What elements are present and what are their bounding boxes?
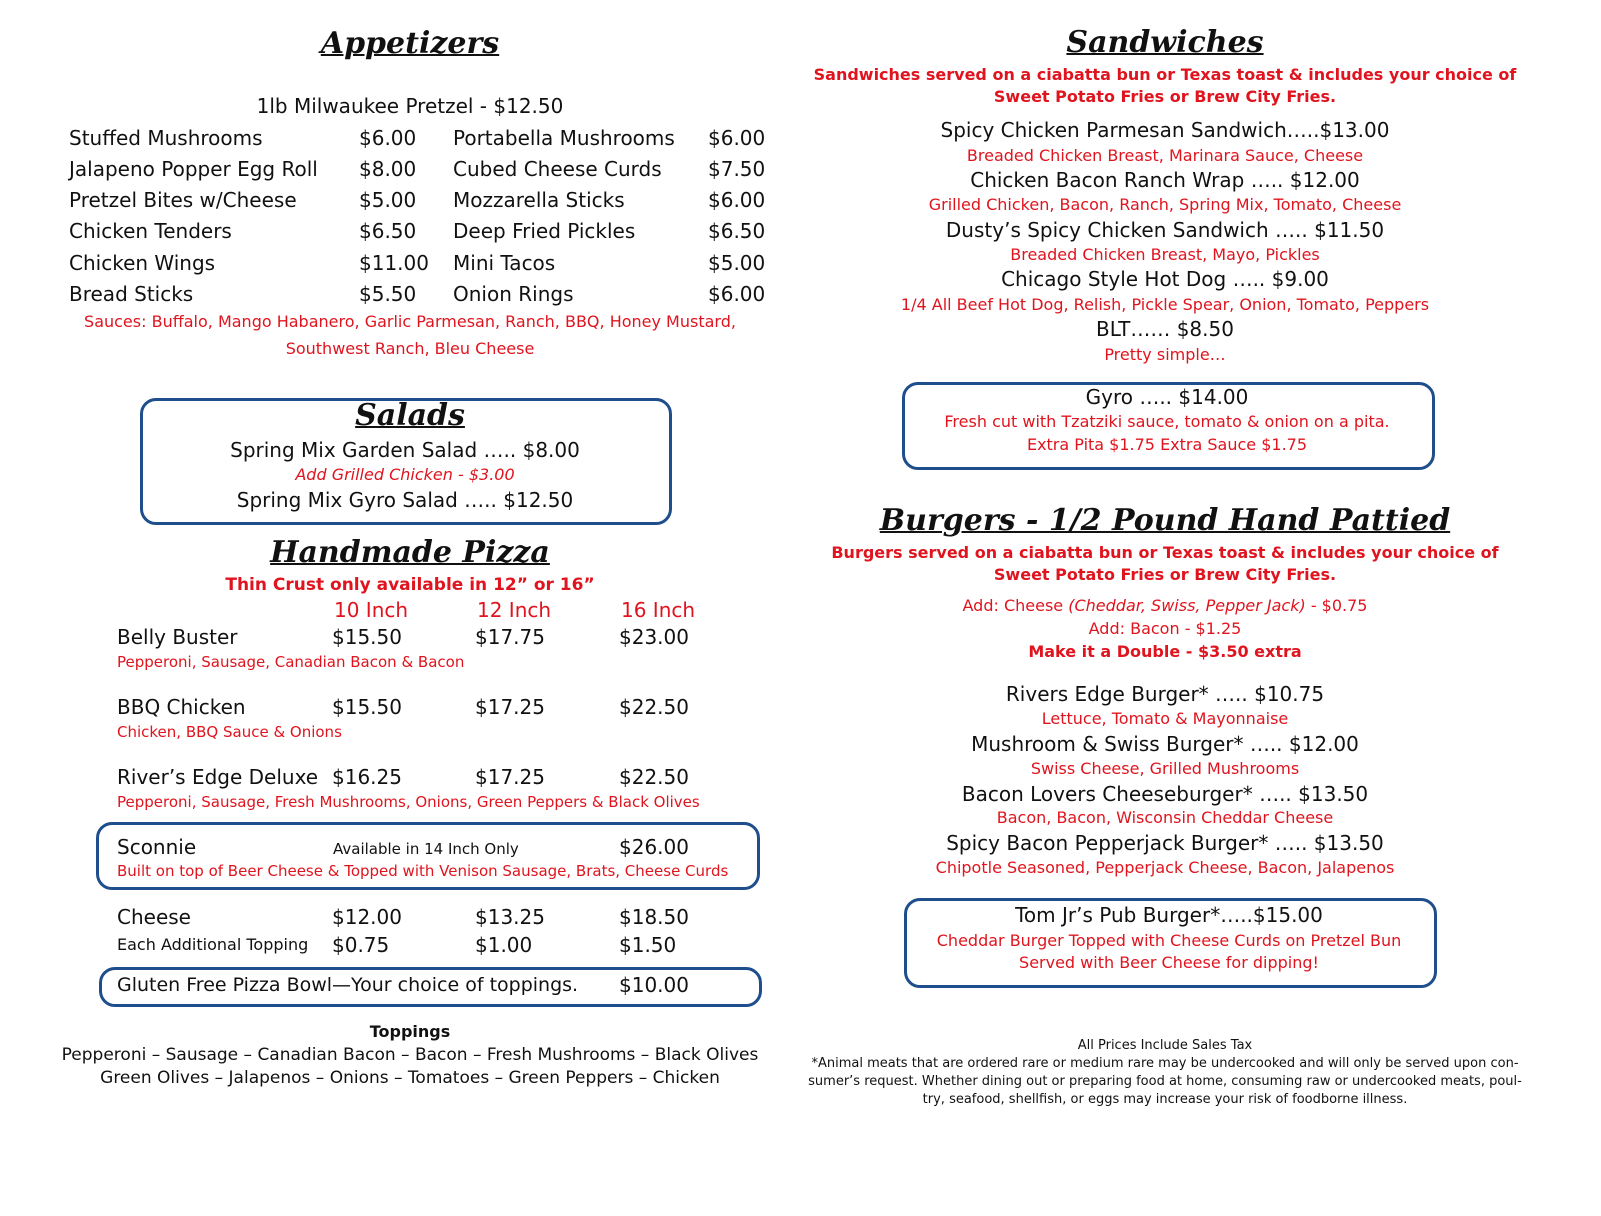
appetizer-name: Stuffed Mushrooms	[69, 126, 263, 150]
pizza-price: $17.25	[475, 765, 545, 789]
pizza-price: $15.50	[332, 625, 402, 649]
sandwiches-note1: Sandwiches served on a ciabatta bun or Texas toast & includes your choice of	[813, 65, 1517, 84]
gluten-free-item: Gluten Free Pizza Bowl—Your choice of toppings.	[117, 974, 579, 996]
pizza-price: $17.25	[475, 695, 545, 719]
burger-desc: Lettuce, Tomato & Mayonnaise	[1041, 709, 1289, 728]
sandwich-name: Chicago Style Hot Dog ….. $9.00	[1001, 267, 1329, 291]
appetizer-price: $6.50	[359, 219, 417, 243]
sandwich-desc: Grilled Chicken, Bacon, Ranch, Spring Mix, Tomato, Cheese	[928, 195, 1402, 214]
pizza-price: $23.00	[619, 625, 689, 649]
pizza-price: $13.25	[475, 905, 545, 929]
cheese-options: (Cheddar, Swiss, Pepper Jack)	[1068, 596, 1306, 615]
appetizers-heading: Appetizers	[320, 26, 500, 61]
appetizer-name: Chicken Wings	[69, 251, 216, 275]
appetizer-name: Pretzel Bites w/Cheese	[69, 188, 297, 212]
pizza-price: $17.75	[475, 625, 545, 649]
sandwich-desc: 1/4 All Beef Hot Dog, Relish, Pickle Spear, Onion, Tomato, Peppers	[900, 295, 1430, 314]
appetizer-name: Deep Fried Pickles	[453, 219, 636, 243]
burgers-note2: Sweet Potato Fries or Brew City Fries.	[993, 565, 1337, 584]
pizza-price: $12.00	[332, 905, 402, 929]
disclaimer: *Animal meats that are ordered rare or medium rare may be undercooked and will only be served upon con-	[811, 1056, 1519, 1071]
appetizer-price: $5.00	[359, 188, 417, 212]
disclaimer: try, seafood, shellfish, or eggs may increase your risk of foodborne illness.	[922, 1092, 1408, 1107]
appetizer-name: Cubed Cheese Curds	[453, 157, 662, 181]
make-double: Make it a Double - $3.50 extra	[1028, 642, 1302, 661]
salad-item: Spring Mix Gyro Salad ….. $12.50	[236, 488, 574, 512]
pizza-name: Sconnie	[117, 835, 197, 859]
sauces-line2: Southwest Ranch, Bleu Cheese	[285, 339, 535, 358]
toppings-line1: Pepperoni – Sausage – Canadian Bacon – Bacon – Fresh Mushrooms – Black Olives	[61, 1045, 759, 1065]
gyro-desc: Fresh cut with Tzatziki sauce, tomato & onion on a pita.	[944, 412, 1390, 431]
pizza-desc: Pepperoni, Sausage, Fresh Mushrooms, Onions, Green Peppers & Black Olives	[117, 793, 700, 811]
gyro-extras: Extra Pita $1.75 Extra Sauce $1.75	[1026, 435, 1308, 454]
pizza-desc: Pepperoni, Sausage, Canadian Bacon & Bacon	[117, 653, 465, 671]
salad-item: Spring Mix Garden Salad ….. $8.00	[230, 438, 580, 462]
sales-tax-note: All Prices Include Sales Tax	[1077, 1038, 1253, 1053]
burger-name: Mushroom & Swiss Burger* ….. $12.00	[971, 732, 1359, 756]
pizza-heading: Handmade Pizza	[270, 535, 550, 570]
pizza-price: $1.50	[619, 933, 677, 957]
sandwiches-heading: Sandwiches	[1066, 25, 1264, 60]
appetizer-name: Bread Sticks	[69, 282, 194, 306]
sandwich-name: BLT…… $8.50	[1096, 317, 1234, 341]
pizza-price: $22.50	[619, 695, 689, 719]
pizza-price: $22.50	[619, 765, 689, 789]
gyro-name: Gyro ….. $14.00	[1085, 385, 1249, 409]
appetizer-price: $6.50	[708, 219, 766, 243]
appetizer-name: Onion Rings	[453, 282, 574, 306]
burger-name: Spicy Bacon Pepperjack Burger* ….. $13.50	[946, 831, 1384, 855]
pizza-price: $16.25	[332, 765, 402, 789]
add-cheese-label: Add: Cheese	[962, 596, 1064, 615]
pizza-desc: Built on top of Beer Cheese & Topped with Venison Sausage, Brats, Cheese Curds	[117, 862, 729, 880]
burgers-note1: Burgers served on a ciabatta bun or Texas toast & includes your choice of	[831, 543, 1499, 562]
appetizer-price: $5.00	[708, 251, 766, 275]
sandwich-desc: Breaded Chicken Breast, Marinara Sauce, Cheese	[966, 146, 1364, 165]
pizza-name: Cheese	[117, 905, 191, 929]
pretzel-featured: 1lb Milwaukee Pretzel - $12.50	[256, 94, 564, 118]
appetizer-price: $6.00	[708, 282, 766, 306]
appetizer-price: $7.50	[708, 157, 766, 181]
sconnie-availability: Available in 14 Inch Only	[333, 840, 519, 858]
add-bacon: Add: Bacon - $1.25	[1088, 619, 1242, 638]
salads-heading: Salads	[355, 398, 465, 433]
burger-desc: Chipotle Seasoned, Pepperjack Cheese, Bacon, Jalapenos	[935, 858, 1395, 877]
pizza-price: $15.50	[332, 695, 402, 719]
appetizer-price: $6.00	[708, 188, 766, 212]
pizza-name: BBQ Chicken	[117, 695, 246, 719]
appetizer-name: Mini Tacos	[453, 251, 556, 275]
burger-name: Bacon Lovers Cheeseburger* ….. $13.50	[961, 782, 1369, 806]
sandwich-name: Chicken Bacon Ranch Wrap ….. $12.00	[970, 168, 1360, 192]
appetizer-price: $5.50	[359, 282, 417, 306]
burger-desc: Cheddar Burger Topped with Cheese Curds on Pretzel Bun	[936, 931, 1402, 950]
appetizer-price: $11.00	[359, 251, 429, 275]
disclaimer: sumer’s request. Whether dining out or preparing food at home, consuming raw or undercooked meats, poul-	[808, 1074, 1522, 1089]
pizza-name: Belly Buster	[117, 625, 238, 649]
pizza-price: $18.50	[619, 905, 689, 929]
burger-desc: Served with Beer Cheese for dipping!	[1019, 953, 1319, 972]
sandwich-desc: Pretty simple…	[1104, 345, 1226, 364]
size-header: 16 Inch	[621, 598, 696, 622]
size-header: 10 Inch	[334, 598, 409, 622]
pizza-price: $0.75	[332, 933, 390, 957]
burger-name: Tom Jr’s Pub Burger*…..$15.00	[1015, 903, 1323, 927]
toppings-line2: Green Olives – Jalapenos – Onions – Tomatoes – Green Peppers – Chicken	[100, 1068, 720, 1088]
add-cheese	[790, 596, 1540, 615]
appetizer-price: $8.00	[359, 157, 417, 181]
salad-addon: Add Grilled Chicken - $3.00	[295, 465, 515, 484]
appetizer-name: Jalapeno Popper Egg Roll	[69, 157, 318, 181]
burger-desc: Bacon, Bacon, Wisconsin Cheddar Cheese	[996, 808, 1334, 827]
burger-name: Rivers Edge Burger* ….. $10.75	[1005, 682, 1325, 706]
appetizer-price: $6.00	[708, 126, 766, 150]
appetizer-name: Chicken Tenders	[69, 219, 232, 243]
sandwich-desc: Breaded Chicken Breast, Mayo, Pickles	[1010, 245, 1320, 264]
pizza-price: $10.00	[619, 973, 689, 997]
thin-crust-note: Thin Crust only available in 12” or 16”	[225, 575, 595, 595]
burger-desc: Swiss Cheese, Grilled Mushrooms	[1030, 759, 1300, 778]
size-header: 12 Inch	[477, 598, 552, 622]
burgers-heading: Burgers - 1/2 Pound Hand Pattied	[879, 503, 1451, 538]
appetizer-price: $6.00	[359, 126, 417, 150]
sandwiches-note2: Sweet Potato Fries or Brew City Fries.	[993, 87, 1337, 106]
pizza-name: River’s Edge Deluxe	[117, 765, 319, 789]
pizza-price: $1.00	[475, 933, 533, 957]
appetizer-name: Mozzarella Sticks	[453, 188, 625, 212]
appetizer-name: Portabella Mushrooms	[453, 126, 675, 150]
pizza-desc: Chicken, BBQ Sauce & Onions	[117, 723, 342, 741]
sauces-line1: Sauces: Buffalo, Mango Habanero, Garlic Parmesan, Ranch, BBQ, Honey Mustard,	[84, 312, 736, 331]
toppings-heading: Toppings	[369, 1022, 451, 1041]
pizza-price: $26.00	[619, 835, 689, 859]
add-cheese-price: - $0.75	[1310, 596, 1368, 615]
sandwich-name: Spicy Chicken Parmesan Sandwich…..$13.00	[940, 118, 1390, 142]
topping-label: Each Additional Topping	[117, 935, 309, 954]
sandwich-name: Dusty’s Spicy Chicken Sandwich ….. $11.50	[945, 218, 1385, 242]
